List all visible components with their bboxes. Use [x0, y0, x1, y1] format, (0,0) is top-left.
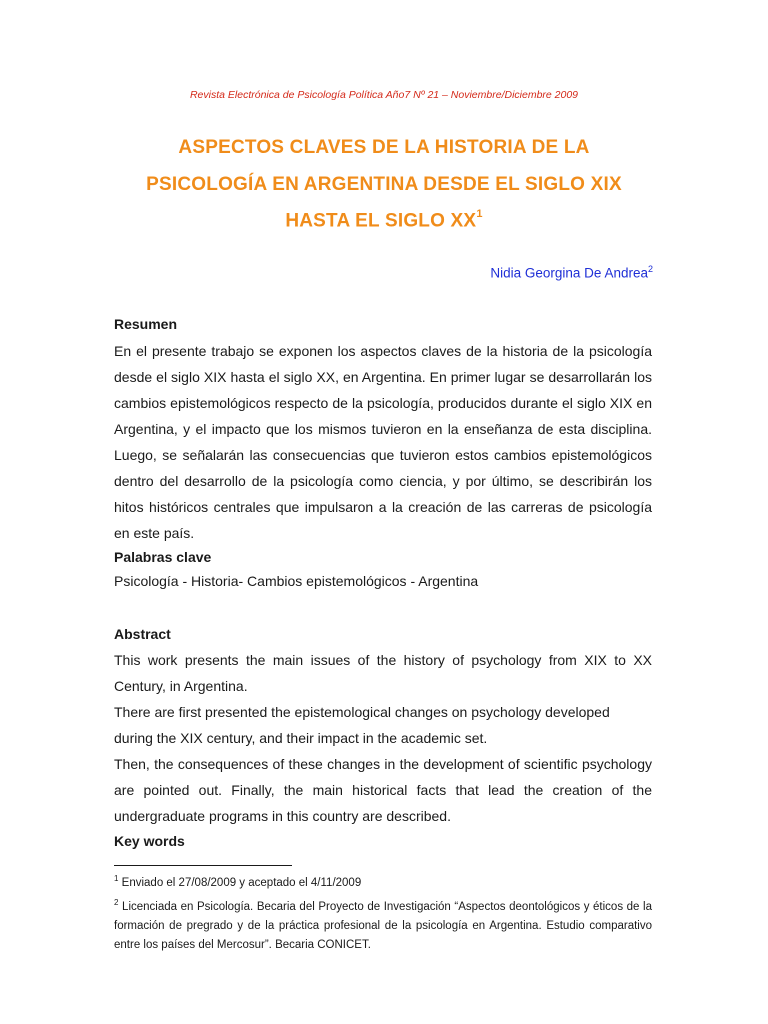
- footnote-1: [114, 869, 652, 893]
- footnote-2-text: Licenciada en Psicología. Becaria del Proyecto de Investigación “Aspectos deontológicos y éticos de la formación de pregrado y de la práctica profesional de la psicología en Argentina. Estudio comparativo entre los países del Mercosur”. Becaria CONICET.: [114, 900, 652, 951]
- journal-header: Revista Electrónica de Psicología Política Año7 Nº 21 – Noviembre/Diciembre 2009: [189, 89, 579, 101]
- footnote-2: [114, 893, 652, 955]
- title-line-3: [0, 210, 768, 232]
- palabras-clave-heading: Palabras clave: [114, 549, 212, 565]
- author-footnote-mark[interactable]: 2: [647, 264, 653, 274]
- title-line-3-text: HASTA EL SIGLO XX: [285, 210, 477, 232]
- title-line-2: PSICOLOGÍA EN ARGENTINA DESDE EL SIGLO XIX: [146, 174, 622, 195]
- title-footnote-mark[interactable]: 1: [476, 208, 483, 220]
- author: [490, 264, 653, 281]
- author-name: Nidia Georgina De Andrea: [490, 265, 648, 281]
- abstract-paragraph-2: There are first presented the epistemological changes on psychology developed during the XIX century, and their impact in the academic set.: [114, 704, 610, 746]
- abstract-heading: Abstract: [114, 626, 171, 642]
- footnote-1-mark: 1: [114, 874, 119, 883]
- title-line-1: ASPECTOS CLAVES DE LA HISTORIA DE LA: [178, 137, 590, 158]
- footnotes: [114, 869, 652, 955]
- resumen-text: En el presente trabajo se exponen los aspectos claves de la historia de la psicología desde el siglo XIX hasta el siglo XX, en Argentina. En primer lugar se desarrollarán los cambios epistemológicos respecto de la psicología, producidos durante el siglo XIX en Argentina, y el impacto que los mismos tuvieron en la enseñanza de esta disciplina. Luego, se señalarán las consecuencias que tuvieron estos cambios epistemológicos dentro del desarrollo de la psicología como ciencia, y por último, se describirán los hitos históricos centrales que impulsaron a la creación de las carreras de psicología en este país.: [114, 343, 652, 541]
- footnote-2-mark: 2: [114, 897, 119, 907]
- palabras-clave-text: Psicología - Historia- Cambios epistemológicos - Argentina: [114, 573, 479, 589]
- footnote-divider: [114, 865, 292, 866]
- key-words-heading: Key words: [114, 833, 185, 849]
- abstract-paragraph-1: This work presents the main issues of the history of psychology from XIX to XX Century, in Argentina.: [114, 652, 652, 694]
- abstract-paragraph-3: Then, the consequences of these changes in the development of scientific psychology are pointed out. Finally, the main historical facts that lead the creation of the undergraduate programs in this country are described.: [114, 756, 652, 824]
- footnote-1-text: Enviado el 27/08/2009 y aceptado el 4/11/2009: [121, 876, 362, 889]
- resumen-heading: Resumen: [114, 316, 178, 332]
